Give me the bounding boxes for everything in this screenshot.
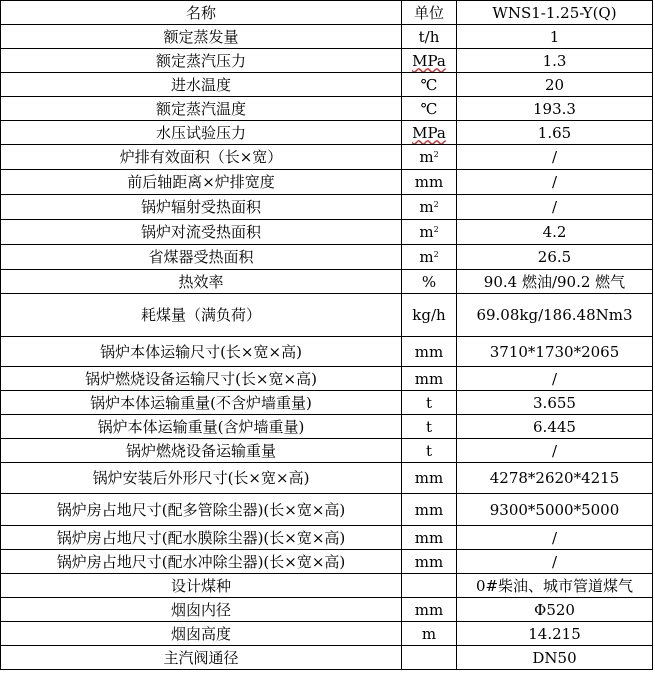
row-value: 90.4 燃油/90.2 燃气 xyxy=(457,270,653,294)
row-value: 0#柴油、城市管道煤气 xyxy=(457,574,653,598)
row-unit: mm xyxy=(402,367,457,391)
row-value: / xyxy=(457,145,653,170)
row-name: 烟囱高度 xyxy=(1,622,402,646)
table-row xyxy=(1,49,653,73)
row-unit: mm xyxy=(402,463,457,494)
table-row xyxy=(1,294,653,337)
row-name: 进水温度 xyxy=(1,73,402,97)
row-unit xyxy=(402,121,457,145)
row-name: 额定蒸发量 xyxy=(1,25,402,49)
unit-text: MPa xyxy=(412,51,446,70)
row-value: 1 xyxy=(457,25,653,49)
row-name: 锅炉本体运输重量(含炉墙重量) xyxy=(1,415,402,439)
row-value: / xyxy=(457,367,653,391)
row-unit: mm xyxy=(402,550,457,574)
row-value: 3.655 xyxy=(457,391,653,415)
unit-exponent: 2 xyxy=(433,225,439,234)
unit-text: m xyxy=(419,248,434,266)
row-unit xyxy=(402,245,457,270)
row-unit: kg/h xyxy=(402,294,457,337)
table-row xyxy=(1,415,653,439)
row-value: / xyxy=(457,170,653,195)
row-value: / xyxy=(457,439,653,463)
table-row xyxy=(1,170,653,195)
table-row xyxy=(1,195,653,220)
unit-text: m xyxy=(419,148,434,166)
table-row xyxy=(1,526,653,550)
row-unit xyxy=(402,145,457,170)
row-unit: t xyxy=(402,439,457,463)
row-unit xyxy=(402,49,457,73)
unit-exponent: 2 xyxy=(433,150,439,159)
header-unit: 单位 xyxy=(402,1,457,25)
row-name: 烟囱内径 xyxy=(1,598,402,622)
unit-text: m xyxy=(419,198,434,216)
row-name: 耗煤量（满负荷） xyxy=(1,294,402,337)
header-model: WNS1-1.25-Y(Q) xyxy=(457,1,653,25)
row-unit: mm xyxy=(402,526,457,550)
row-name: 热效率 xyxy=(1,270,402,294)
row-value: 9300*5000*5000 xyxy=(457,494,653,526)
row-value: 1.65 xyxy=(457,121,653,145)
table-row xyxy=(1,145,653,170)
row-unit xyxy=(402,574,457,598)
table-row xyxy=(1,73,653,97)
row-unit: ℃ xyxy=(402,73,457,97)
table-row xyxy=(1,270,653,294)
table-row xyxy=(1,622,653,646)
row-value: Φ520 xyxy=(457,598,653,622)
table-row xyxy=(1,25,653,49)
row-value: 1.3 xyxy=(457,49,653,73)
row-name: 额定蒸汽温度 xyxy=(1,97,402,121)
row-name: 锅炉本体运输重量(不含炉墙重量) xyxy=(1,391,402,415)
row-unit: t xyxy=(402,391,457,415)
unit-exponent: 2 xyxy=(433,200,439,209)
row-unit: % xyxy=(402,270,457,294)
row-name: 省煤器受热面积 xyxy=(1,245,402,270)
row-value: 4.2 xyxy=(457,220,653,245)
row-value: 69.08kg/186.48Nm3 xyxy=(457,294,653,337)
unit-exponent: 2 xyxy=(433,250,439,259)
table-row xyxy=(1,367,653,391)
row-name: 锅炉房占地尺寸(配多管除尘器)(长×宽×高) xyxy=(1,494,402,526)
row-unit: mm xyxy=(402,170,457,195)
row-name: 锅炉对流受热面积 xyxy=(1,220,402,245)
row-name: 锅炉辐射受热面积 xyxy=(1,195,402,220)
row-unit xyxy=(402,646,457,670)
table-row xyxy=(1,494,653,526)
row-unit: mm xyxy=(402,494,457,526)
header-name: 名称 xyxy=(1,1,402,25)
row-value: / xyxy=(457,195,653,220)
row-unit: t/h xyxy=(402,25,457,49)
row-unit: mm xyxy=(402,337,457,367)
table-row xyxy=(1,439,653,463)
row-value: / xyxy=(457,526,653,550)
row-name: 锅炉房占地尺寸(配水冲除尘器)(长×宽×高) xyxy=(1,550,402,574)
unit-text: MPa xyxy=(412,123,446,142)
table-row xyxy=(1,121,653,145)
row-value: 4278*2620*4215 xyxy=(457,463,653,494)
table-row xyxy=(1,598,653,622)
table-row xyxy=(1,646,653,670)
row-unit: ℃ xyxy=(402,97,457,121)
table-row xyxy=(1,391,653,415)
row-name: 额定蒸汽压力 xyxy=(1,49,402,73)
row-name: 设计煤种 xyxy=(1,574,402,598)
row-unit: mm xyxy=(402,598,457,622)
row-value: 14.215 xyxy=(457,622,653,646)
row-name: 锅炉房占地尺寸(配水膜除尘器)(长×宽×高) xyxy=(1,526,402,550)
row-unit xyxy=(402,195,457,220)
row-unit: t xyxy=(402,415,457,439)
row-name: 锅炉燃烧设备运输重量 xyxy=(1,439,402,463)
row-value: 6.445 xyxy=(457,415,653,439)
row-name: 锅炉安装后外形尺寸(长×宽×高) xyxy=(1,463,402,494)
row-name: 主汽阀通径 xyxy=(1,646,402,670)
row-name: 前后轴距离×炉排宽度 xyxy=(1,170,402,195)
row-value: 3710*1730*2065 xyxy=(457,337,653,367)
unit-text: m xyxy=(419,223,434,241)
row-unit xyxy=(402,220,457,245)
table-row xyxy=(1,574,653,598)
row-name: 锅炉燃烧设备运输尺寸(长×宽×高) xyxy=(1,367,402,391)
table-row xyxy=(1,245,653,270)
row-name: 水压试验压力 xyxy=(1,121,402,145)
row-unit: m xyxy=(402,622,457,646)
row-value: 20 xyxy=(457,73,653,97)
table-row xyxy=(1,97,653,121)
row-value: 26.5 xyxy=(457,245,653,270)
table-header-row xyxy=(1,1,653,25)
row-value: 193.3 xyxy=(457,97,653,121)
table-row xyxy=(1,337,653,367)
row-value: DN50 xyxy=(457,646,653,670)
row-name: 炉排有效面积（长×宽） xyxy=(1,145,402,170)
table-row xyxy=(1,220,653,245)
table-row xyxy=(1,550,653,574)
row-name: 锅炉本体运输尺寸(长×宽×高) xyxy=(1,337,402,367)
row-value: / xyxy=(457,550,653,574)
table-row xyxy=(1,463,653,494)
